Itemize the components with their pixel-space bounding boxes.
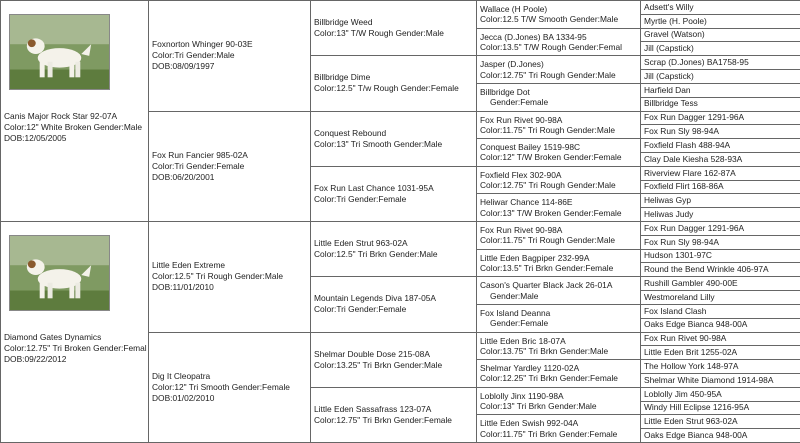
dog-color: Color:Tri <box>152 50 184 60</box>
dog-name: Fox Run Sly 98-94A <box>644 127 797 136</box>
color-gender-line <box>480 429 637 439</box>
dog-name: Round the Bend Wrinkle 406-97A <box>644 265 797 274</box>
dog-gender: Gender:Female <box>232 382 290 392</box>
dog-color: Color:12" T/W Broken <box>480 152 561 162</box>
dog-gender: Gender:Male <box>548 401 596 411</box>
dog-name: Little Eden Sassafrass 123-07A <box>314 404 473 415</box>
dog-name: Foxfield Flash 488-94A <box>644 141 797 150</box>
color-gender-line <box>152 50 307 61</box>
color-gender-line <box>314 139 473 150</box>
great-grandparent-cell <box>476 332 641 361</box>
dog-color: Color:12" Tri Smooth <box>152 382 229 392</box>
dog-color: Color:11.75" Tri Rough <box>480 125 564 135</box>
dog-dob: DOB:11/01/2010 <box>152 282 307 293</box>
great-grandparent-cell <box>476 276 641 305</box>
dog-gender: Gender:Femal <box>93 343 147 353</box>
dog-color: Color:13" T/W Rough <box>314 28 393 38</box>
color-gender-line <box>314 360 473 371</box>
dog-dob: DOB:01/02/2010 <box>152 393 307 404</box>
dog-name: Fox Run Sly 98-94A <box>644 238 797 247</box>
ancestor-cell <box>640 138 800 153</box>
ancestor-cell <box>640 97 800 112</box>
dog-color: Color:12.5" Tri Rough <box>152 271 232 281</box>
color-gender-line <box>314 415 473 426</box>
ancestor-cell <box>640 345 800 360</box>
dog-color: Color:12.25" Tri Brkn <box>480 373 557 383</box>
ancestor-cell <box>640 180 800 195</box>
color-gender-line <box>480 401 637 411</box>
dog-gender: Gender:Male <box>394 139 442 149</box>
dog-name: Little Eden Strut 963-02A <box>314 238 473 249</box>
dog-color: Color:13" Tri Brkn <box>480 401 546 411</box>
dog-name: Billbridge Dime <box>314 72 473 83</box>
dog-name: Jecca (D.Jones) BA 1334-95 <box>480 32 637 42</box>
dog-name: Oaks Edge Bianca 948-00A <box>644 431 797 440</box>
dog-name: Jill (Capstick) <box>644 44 797 53</box>
dog-color: Color:Tri <box>152 161 184 171</box>
dog-gender: Gender:Female <box>480 97 548 107</box>
dog-gender: Gender:Female <box>480 318 548 328</box>
color-gender-line <box>480 318 637 328</box>
color-gender-line <box>480 152 637 162</box>
dog-gender: Gender:Female <box>559 429 617 439</box>
dog-name: Fox Run Last Chance 1031-95A <box>314 183 473 194</box>
dog-dob: DOB:12/05/2005 <box>4 133 145 144</box>
dog-gender: Gender:Female <box>563 152 621 162</box>
ancestor-cell <box>640 166 800 181</box>
dog-name: Fox Run Dagger 1291-96A <box>644 224 797 233</box>
dog-color: Color:12" White Broken <box>4 122 91 132</box>
dog-name: Canis Major Rock Star 92-07A <box>4 111 145 122</box>
dog-name: Hudson 1301-97C <box>644 251 797 260</box>
great-grandparent-cell <box>476 221 641 250</box>
dog-dob: DOB:09/22/2012 <box>4 354 145 365</box>
color-gender-line <box>314 249 473 260</box>
dam-cell <box>148 332 311 443</box>
ancestor-cell <box>640 387 800 402</box>
ancestor-cell <box>640 221 800 236</box>
ancestor-cell <box>640 249 800 264</box>
ancestor-cell <box>640 401 800 416</box>
dog-name: Billbridge Weed <box>314 17 473 28</box>
color-gender-line <box>314 304 473 315</box>
great-grandparent-cell <box>476 138 641 167</box>
great-grandparent-cell <box>476 28 641 57</box>
grandparent-cell <box>310 0 477 56</box>
color-gender-line <box>480 291 637 301</box>
ancestor-cell <box>640 41 800 56</box>
dog-gender: Gender:Male <box>94 122 142 132</box>
dog-color: Color:12.75" Tri Rough <box>480 180 565 190</box>
dog-gender: Gender:Male <box>389 249 437 259</box>
dog-gender: Gender:Femal <box>568 42 622 52</box>
dog-name: Conquest Rebound <box>314 128 473 139</box>
dog-color: Color:12.75" Tri Brkn <box>314 415 391 425</box>
ancestor-cell <box>640 152 800 167</box>
color-gender-line <box>480 125 637 135</box>
color-gender-line <box>480 70 637 80</box>
ancestor-cell <box>640 28 800 43</box>
color-gender-line <box>314 83 473 94</box>
dog-name: Foxnorton Whinger 90-03E <box>152 39 307 50</box>
dog-gender: Gender:Female <box>348 194 406 204</box>
dog-name: Oaks Edge Bianca 948-00A <box>644 320 797 329</box>
ancestor-cell <box>640 414 800 429</box>
dog-name: Billbridge Tess <box>644 99 797 108</box>
dog-name: Mountain Legends Diva 187-05A <box>314 293 473 304</box>
great-grandparent-cell <box>476 387 641 416</box>
great-grandparent-cell <box>476 83 641 112</box>
dog-name: Harfield Dan <box>644 86 797 95</box>
dog-dob: DOB:06/20/2001 <box>152 172 307 183</box>
ancestor-cell <box>640 55 800 70</box>
dog-name: Fox Run Fancier 985-02A <box>152 150 307 161</box>
dog-name: Heliwar Chance 114-86E <box>480 197 637 207</box>
dog-gender: Gender:Male <box>480 291 538 301</box>
dog-name: Wallace (H Poole) <box>480 4 637 14</box>
great-grandparent-cell <box>476 359 641 388</box>
dog-name: Billbridge Dot <box>480 87 637 97</box>
ancestor-cell <box>640 428 800 443</box>
sire-cell <box>148 0 311 112</box>
dog-name: Diamond Gates Dynamics <box>4 332 145 343</box>
dog-name: Rushill Gambler 490-00E <box>644 279 797 288</box>
ancestor-cell <box>640 276 800 291</box>
color-gender-line <box>480 97 637 107</box>
dog-gender: Gender:Male <box>560 346 608 356</box>
color-gender-line <box>480 208 637 218</box>
grandparent-cell <box>310 111 477 167</box>
grandparent-cell <box>310 221 477 277</box>
grandparent-cell <box>310 276 477 332</box>
dog-color: Color:13.75" Tri Brkn <box>480 346 557 356</box>
dog-gender: Gender:Male <box>567 70 615 80</box>
dog-gender: Gender:Male <box>186 50 234 60</box>
dog-name: Foxfield Flex 302-90A <box>480 170 637 180</box>
great-grandparent-cell <box>476 249 641 278</box>
dog-name: Little Eden Swish 992-04A <box>480 418 637 428</box>
ancestor-cell <box>640 304 800 319</box>
dog-gender: Gender:Female <box>560 373 618 383</box>
great-grandparent-cell <box>476 193 641 222</box>
color-gender-line <box>480 14 637 24</box>
dog-name: Jill (Capstick) <box>644 72 797 81</box>
dog-gender: Gender:Female <box>186 161 244 171</box>
dog-name: Little Eden Bagpiper 232-99A <box>480 253 637 263</box>
dog-color: Color:11.75" Tri Rough <box>480 235 564 245</box>
great-grandparent-cell <box>476 166 641 195</box>
dog-name: Little Eden Strut 963-02A <box>644 417 797 426</box>
dog-name: Gravel (Watson) <box>644 30 797 39</box>
dog-name: Riverview Flare 162-87A <box>644 169 797 178</box>
color-gender-line <box>4 343 145 354</box>
color-gender-line <box>314 28 473 39</box>
grandparent-cell <box>310 332 477 388</box>
color-gender-line <box>480 180 637 190</box>
dog-gender: Gender:Male <box>394 360 442 370</box>
ancestor-cell <box>640 193 800 208</box>
dog-gender: Gender:Male <box>567 235 615 245</box>
dog-color: Color:12.5 T/W Smooth <box>480 14 567 24</box>
dog-name: Shelmar White Diamond 1914-98A <box>644 376 797 385</box>
dog-color: Color:13" Tri Smooth <box>314 139 391 149</box>
dog-name: Windy Hill Eclipse 1216-95A <box>644 403 797 412</box>
great-grandparent-cell <box>476 55 641 84</box>
dog-gender: Gender:Male <box>235 271 283 281</box>
dog-name: Little Eden Bric 18-07A <box>480 336 637 346</box>
dog-name: Fox Island Deanna <box>480 308 637 318</box>
great-grandparent-cell <box>476 304 641 333</box>
dog-gender: Gender:Female <box>563 208 621 218</box>
dog-name: Conquest Bailey 1519-98C <box>480 142 637 152</box>
ancestor-cell <box>640 373 800 388</box>
grandparent-cell <box>310 387 477 443</box>
dog-name: Fox Run Rivet 90-98A <box>480 225 637 235</box>
color-gender-line <box>480 263 637 273</box>
dog-photo-icon <box>9 14 110 90</box>
dog-name: Cason's Quarter Black Jack 26-01A <box>480 280 637 290</box>
color-gender-line <box>152 161 307 172</box>
dog-gender: Gender:Female <box>394 415 452 425</box>
dog-gender: Gender:Male <box>567 180 615 190</box>
dog-color: Color:12.5" Tri Brkn <box>314 249 387 259</box>
ancestor-cell <box>640 318 800 333</box>
great-grandparent-cell <box>476 111 641 140</box>
dog-name: Little Eden Brit 1255-02A <box>644 348 797 357</box>
grandparent-cell <box>310 55 477 111</box>
dog-gender: Gender:Female <box>555 263 613 273</box>
ancestor-cell <box>640 124 800 139</box>
color-gender-line <box>152 382 307 393</box>
dog-name: Loblolly Jim 450-95A <box>644 390 797 399</box>
dog-color: Color:Tri <box>314 194 346 204</box>
dog-name: Shelmar Double Dose 215-08A <box>314 349 473 360</box>
grandparent-cell <box>310 166 477 222</box>
dog-name: The Hollow York 148-97A <box>644 362 797 371</box>
dog-color: Color:11.75" Tri Brkn <box>480 429 557 439</box>
dog-name: Jasper (D.Jones) <box>480 59 637 69</box>
dog-color: Color:13.5" Tri Brkn <box>480 263 553 273</box>
color-gender-line <box>314 194 473 205</box>
ancestor-cell <box>640 235 800 250</box>
dog-name: Scrap (D.Jones) BA1758-95 <box>644 58 797 67</box>
color-gender-line <box>480 235 637 245</box>
color-gender-line <box>480 42 637 52</box>
dog-name: Little Eden Extreme <box>152 260 307 271</box>
dog-gender: Gender:Male <box>396 28 444 38</box>
dog-name: Dig It Cleopatra <box>152 371 307 382</box>
dog-name: Fox Island Clash <box>644 307 797 316</box>
dog-name: Heliwas Judy <box>644 210 797 219</box>
color-gender-line <box>152 271 307 282</box>
dog-gender: Gender:Female <box>348 304 406 314</box>
dog-color: Color:13.5" T/W Rough <box>480 42 566 52</box>
ancestor-cell <box>640 14 800 29</box>
dog-color: Color:13" T/W Broken <box>480 208 561 218</box>
ancestor-cell <box>640 111 800 126</box>
ancestor-cell <box>640 332 800 347</box>
color-gender-line <box>480 373 637 383</box>
dog-name: Heliwas Gyp <box>644 196 797 205</box>
sire-cell <box>148 221 311 333</box>
great-grandparent-cell <box>476 0 641 29</box>
ancestor-cell <box>640 359 800 374</box>
ancestor-cell <box>640 0 800 15</box>
dog-gender: Gender:Male <box>570 14 618 24</box>
dog-color: Color:12.75" Tri Rough <box>480 70 565 80</box>
dog-color: Color:12.5" T/w Rough <box>314 83 398 93</box>
dog-name: Foxfield Flirt 168-86A <box>644 182 797 191</box>
dog-name: Westmoreland Lilly <box>644 293 797 302</box>
ancestor-cell <box>640 207 800 222</box>
dam-cell <box>148 111 311 223</box>
dog-dob: DOB:08/09/1997 <box>152 61 307 72</box>
dog-name: Loblolly Jinx 1190-98A <box>480 391 637 401</box>
dog-photo-icon <box>9 235 110 311</box>
dog-name: Fox Run Rivet 90-98A <box>480 115 637 125</box>
dog-color: Color:Tri <box>314 304 346 314</box>
dog-name: Clay Dale Kiesha 528-93A <box>644 155 797 164</box>
dog-gender: Gender:Female <box>401 83 459 93</box>
dog-color: Color:13.25" Tri Brkn <box>314 360 391 370</box>
color-gender-line <box>4 122 145 133</box>
ancestor-cell <box>640 262 800 277</box>
dog-name: Fox Run Dagger 1291-96A <box>644 113 797 122</box>
ancestor-cell <box>640 69 800 84</box>
dog-color: Color:12.75" Tri Broken <box>4 343 91 353</box>
dog-gender: Gender:Male <box>567 125 615 135</box>
dog-name: Fox Run Rivet 90-98A <box>644 334 797 343</box>
dog-name: Shelmar Yardley 1120-02A <box>480 363 637 373</box>
great-grandparent-cell <box>476 414 641 443</box>
dog-name: Adsett's Willy <box>644 3 797 12</box>
ancestor-cell <box>640 290 800 305</box>
ancestor-cell <box>640 83 800 98</box>
dog-name: Myrtle (H. Poole) <box>644 17 797 26</box>
color-gender-line <box>480 346 637 356</box>
